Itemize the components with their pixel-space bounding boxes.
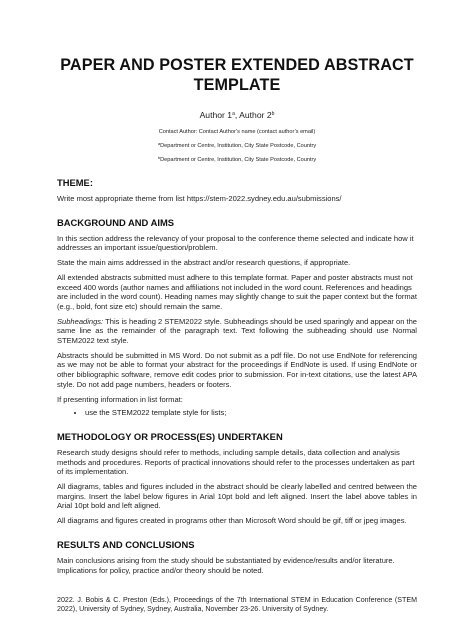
heading-theme: THEME: — [57, 177, 93, 188]
affiliation-a-text: Department or Centre, Institution, City State Postcode, Country — [160, 143, 317, 149]
title-line-1: PAPER AND POSTER EXTENDED ABSTRACT — [60, 56, 414, 74]
author-2-affiliation-mark: b — [271, 111, 275, 117]
background-paragraph-4 — [57, 317, 417, 346]
title-line-2: TEMPLATE — [193, 76, 281, 94]
document-title — [57, 0, 417, 95]
author-1-affiliation-mark: a — [232, 111, 235, 117]
affiliation-b-text: Department or Centre, Institution, City State Postcode, Country — [160, 157, 317, 163]
heading-background: BACKGROUND AND AIMS — [57, 216, 175, 228]
heading-methodology: METHODOLOGY OR PROCESS(ES) UNDERTAKEN — [57, 430, 283, 442]
subheading-lead: Subheadings: — [57, 316, 104, 326]
results-paragraph-1: Main conclusions arising from the study should be substantiated by evidence/results and/or literature. Implications for policy, practice and/or theory should be noted. — [57, 555, 395, 575]
author-line — [57, 109, 417, 121]
background-paragraph-1: In this section address the relevancy of your proposal to the conference theme selected and indicate how it addresses an important issue/question/problem. — [57, 233, 414, 253]
methodology-paragraph-1: Research study designs should refer to methods, including sample details, data collection and analysis methods and procedures. Reports of practical innovations should refer to the processes undertaken as part of its implementation. — [57, 447, 415, 477]
background-paragraph-6: If presenting information in list format: — [57, 394, 183, 404]
footer-citation: 2022. J. Bobis & C. Preston (Eds.), Proceedings of the 7th International STEM in Education Conference (STEM 2022), University of Sydney, Sydney, Australia, November 23-26. University of Sydney. — [57, 596, 417, 614]
list-item: • use the STEM2022 template style for lists; — [85, 408, 417, 418]
author-2: Author 2 — [239, 110, 272, 120]
author-separator: , — [234, 110, 240, 120]
methodology-paragraph-3: All diagrams and figures created in programs other than Microsoft Word should be gif, tiff or jpeg images. — [57, 516, 407, 526]
background-paragraph-5: Abstracts should be submitted in MS Word. Do not submit as a pdf file. Do not use EndNote for referencing as we may not be able to format your abstract for the proceedings if EndNote is used. If using EndNote or other bibliographic software, remove edit codes prior to submission. For in-text citations, use the latest APA style. Do not add page numbers, headers or footers. — [57, 350, 417, 389]
affiliation-a-mark: a — [157, 141, 161, 146]
methodology-paragraph-2: All diagrams, tables and figures included in the abstract should be clearly labelled and centred between the margins. Insert the label below figures in Arial 10pt bold and left aligned. Insert the label above tables in Arial 10pt bold and left aligned. — [57, 482, 417, 511]
background-paragraph-2: State the main aims addressed in the abstract and/or research questions, if appropriate. — [57, 258, 351, 268]
affiliation-b — [57, 154, 417, 164]
theme-paragraph: Write most appropriate theme from list https://stem-2022.sydney.edu.au/submissions/ — [57, 194, 342, 203]
contact-author: Contact Author: Contact Author’s name (contact author’s email) — [158, 129, 316, 135]
author-1: Author 1 — [199, 110, 233, 120]
bullet-list — [57, 408, 417, 418]
heading-results: RESULTS AND CONCLUSIONS — [57, 538, 195, 550]
affiliation-a — [57, 140, 417, 150]
affiliation-b-mark: b — [157, 155, 161, 160]
background-paragraph-3: All extended abstracts submitted must adhere to this template format. Paper and poster abstracts must not exceed 400 words (author names and affiliations not included in the word count. References and headings are included in the word count). Heading names may slightly change to suit the paper context but the format (e.g., bold, font size etc) should remain the same. — [57, 272, 417, 311]
subheading-text: This is heading 2 STEM2022 style. Subheadings should be used sparingly and appear on the same line as the remainder of the paragraph text. Text following the subheading should use Normal STEM2022 text style. — [57, 316, 417, 346]
